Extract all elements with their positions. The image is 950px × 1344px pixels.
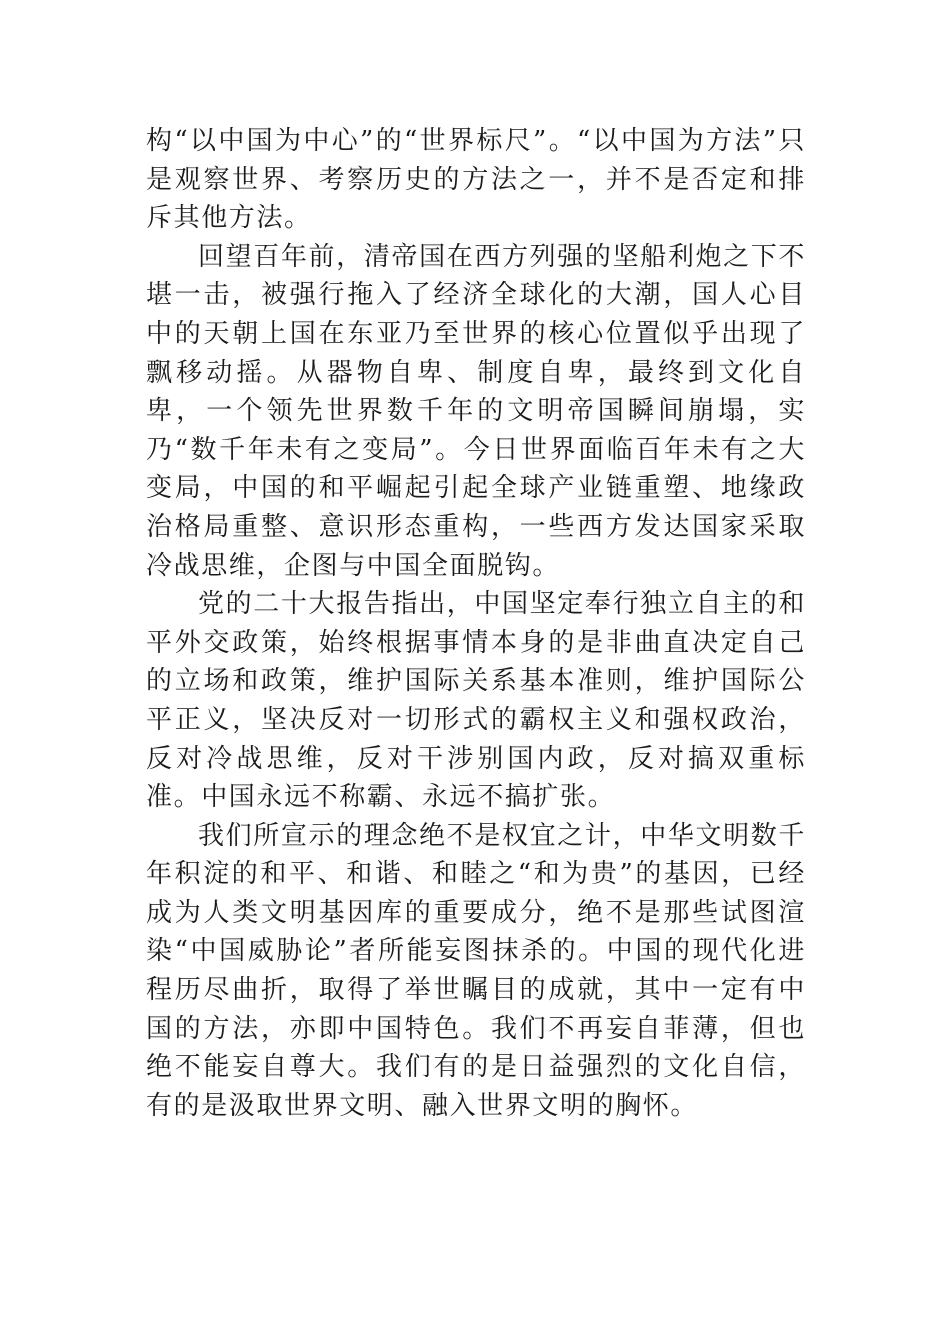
document-body — [146, 122, 806, 1125]
paragraph-1: 构“以中国为中心”的“世界标尺”。“以中国为方法”只是观察世界、考察历史的方法之一，并不是否定和排斥其他方法。 — [146, 126, 806, 234]
paragraph-4: 我们所宣示的理念绝不是权宜之计，中华文明数千年积淀的和平、和谐、和睦之“和为贵”的基因，已经成为人类文明基因库的重要成分，绝不是那些试图渲染“中国威胁论”者所能妄图抹杀的。中国的现代化进程历尽曲折，取得了举世瞩目的成就，其中一定有中国的方法，亦即中国特色。我们不再妄自菲薄，但也绝不能妄自尊大。我们有的是日益强烈的文化自信，有的是汲取世界文明、融入世界文明的胸怀。 — [146, 820, 806, 1121]
paragraph-3: 党的二十大报告指出，中国坚定奉行独立自主的和平外交政策，始终根据事情本身的是非曲直决定自己的立场和政策，维护国际关系基本准则，维护国际公平正义，坚决反对一切形式的霸权主义和强权政治，反对冷战思维，反对干涉别国内政，反对搞双重标准。中国永远不称霸、永远不搞扩张。 — [146, 589, 806, 813]
paragraph-2: 回望百年前，清帝国在西方列强的坚船利炮之下不堪一击，被强行拖入了经济全球化的大潮，国人心目中的天朝上国在东亚乃至世界的核心位置似乎出现了飘移动摇。从器物自卑、制度自卑，最终到文化自卑，一个领先世界数千年的文明帝国瞬间崩塌，实乃“数千年未有之变局”。今日世界面临百年未有之大变局，中国的和平崛起引起全球产业链重塑、地缘政治格局重整、意识形态重构，一些西方发达国家采取冷战思维，企图与中国全面脱钩。 — [146, 241, 806, 581]
